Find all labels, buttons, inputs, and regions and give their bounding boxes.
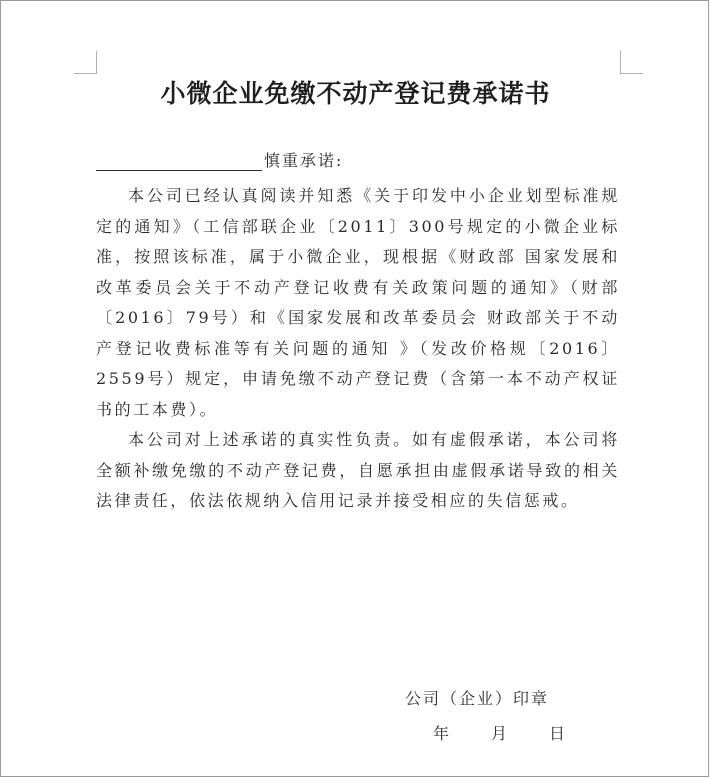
margin-corner-top-left — [74, 51, 97, 74]
signature-seal-label: 公司（企业）印章 — [405, 689, 550, 708]
promise-line — [96, 148, 343, 171]
date-line — [433, 721, 565, 744]
body-text — [96, 181, 620, 517]
company-name-blank[interactable] — [96, 152, 262, 171]
margin-corner-top-right — [620, 51, 643, 74]
promise-suffix: 慎重承诺: — [264, 151, 344, 170]
document-title: 小微企业免缴不动产登记费承诺书 — [160, 79, 551, 108]
date-month: 月 — [491, 724, 508, 743]
date-year: 年 — [433, 724, 450, 743]
date-day: 日 — [549, 724, 566, 743]
paragraph-responsibility: 本公司对上述承诺的真实性负责。如有虚假承诺，本公司将全额补缴免缴的不动产登记费，自愿承担由虚假承诺导致的相关法律责任，依法依规纳入信用记录并接受相应的失信惩戒。 — [96, 430, 620, 510]
paragraph-commitment: 本公司已经认真阅读并知悉《关于印发中小企业划型标准规定的通知》（工信部联企业〔2011〕300号规定的小微企业标准，按照该标准，属于小微企业，现根据《财政部 国家发展和改革委员会关于不动产登记收费有关政策问题的通知》（财部〔2016〕79号）和《国家发展和改革委员会 财政部关于不动产登记收费标准等有关问题的通知 》（发改价格规〔2016〕2559号）规定，申请免缴不动产登记费（含第一本不动产权证书的工本费）。 — [96, 186, 620, 419]
